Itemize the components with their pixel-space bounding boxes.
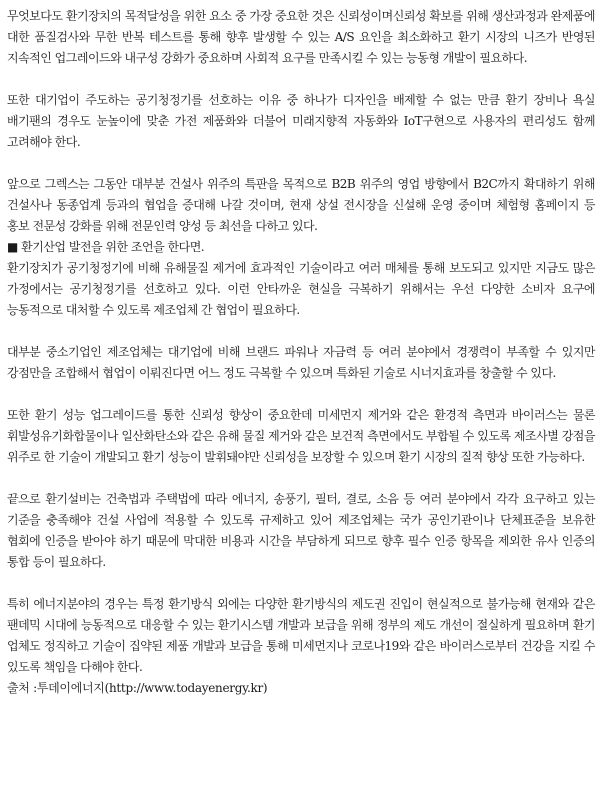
paragraph-sme-synergy: 대부분 중소기업인 제조업체는 대기업에 비해 브랜드 파워나 자금력 등 여러 분야에서 경쟁력이 부족할 수 있지만 강점만을 조합해서 협업이 이뤄진다면 어느 정도 극복할 수 있으며 특화된 기술로 시너지효과를 창출할 수 있다.	[7, 345, 595, 380]
section-heading: ■ 환기산업 발전을 위한 조언을 한다면.	[7, 240, 205, 254]
paragraph-certification: 끝으로 환기설비는 건축법과 주택법에 따라 에너지, 송풍기, 필터, 결로, 소음 등 여러 분야에서 각각 요구하고 있는 기준을 충족해야 건설 사업에 적용할 수 있도록 규제하고 있어 제조업체는 국가 공인기관이나 단체표준을 보유한 협회에 인증을 받아야 하기 때문에 막대한 비용과 시간을 부담하게 되므로 향후 필수 인증 항목을 제외한 유사 인증의 통합 등이 필요하다.	[7, 492, 595, 569]
paragraph-design: 또한 대기업이 주도하는 공기청정기를 선호하는 이유 중 하나가 디자인을 배제할 수 없는 만큼 환기 장비나 욕실 배기팬의 경우도 눈높이에 맞춘 가전 제품화와 더불어 미래지향적 자동화와 IoT구현으로 사용자의 편리성도 함께 고려해야 한다.	[7, 93, 595, 149]
article-body	[7, 6, 595, 699]
paragraph-reliability: 무엇보다도 환기장치의 목적달성을 위한 요소 중 가장 중요한 것은 신뢰성이며신뢰성 확보를 위해 생산과정과 완제품에 대한 품질검사와 무한 반복 테스트를 통해 향후 발생할 수 있는 A/S 요인을 최소화하고 환기 시장의 니즈가 반영된 지속적인 업그레이드와 내구성 강화가 중요하며 사회적 요구를 만족시킬 수 있는 능동형 개발이 필요하다.	[7, 9, 595, 65]
paragraph-grex-plan: 앞으로 그렉스는 그동안 대부분 건설사 위주의 특판을 목적으로 B2B 위주의 영업 방향에서 B2C까지 확대하기 위해 건설사나 동종업계 등과의 협업을 증대해 나갈 것이며, 현재 상설 전시장을 신설해 운영 중이며 체험형 홈페이지 등 홍보 전문성 강화를 위해 전문인력 양성 등 최선을 다하고 있다.	[7, 177, 595, 233]
paragraph-cooperation: 환기장치가 공기청정기에 비해 유해물질 제거에 효과적인 기술이라고 여러 매체를 통해 보도되고 있지만 지금도 많은 가정에서는 공기청정기를 선호하고 있다. 이런 안타까운 현실을 극복하기 위해서는 우선 다양한 소비자 요구에 능동적으로 대처할 수 있도록 제조업체 간 협업이 필요하다.	[7, 261, 595, 317]
source-credit: 출처 :투데이에너지(http://www.todayenergy.kr)	[7, 681, 268, 695]
paragraph-performance: 또한 환기 성능 업그레이드를 통한 신뢰성 향상이 중요한데 미세먼지 제거와 같은 환경적 측면과 바이러스는 물론 휘발성유기화합물이나 일산화탄소와 같은 유해 물질 제거와 같은 보건적 측면에서도 부합될 수 있도록 제조사별 강점을 위주로 한 기술이 개발되고 환기 성능이 발휘돼야만 신뢰성을 보장할 수 있으며 환기 시장의 질적 향상 또한 가능하다.	[7, 408, 595, 464]
paragraph-energy-policy: 특히 에너지분야의 경우는 특정 환기방식 외에는 다양한 환기방식의 제도권 진입이 현실적으로 불가능해 현재와 같은 팬데믹 시대에 능동적으로 대응할 수 있는 환기시스템 개발과 보급을 위해 정부의 제도 개선이 절실하게 필요하며 환기 업체도 정직하고 기술이 집약된 제품 개발과 보급을 통해 미세먼지나 코로나19와 같은 바이러스로부터 건강을 지킬 수 있도록 책임을 다해야 한다.	[7, 597, 596, 674]
